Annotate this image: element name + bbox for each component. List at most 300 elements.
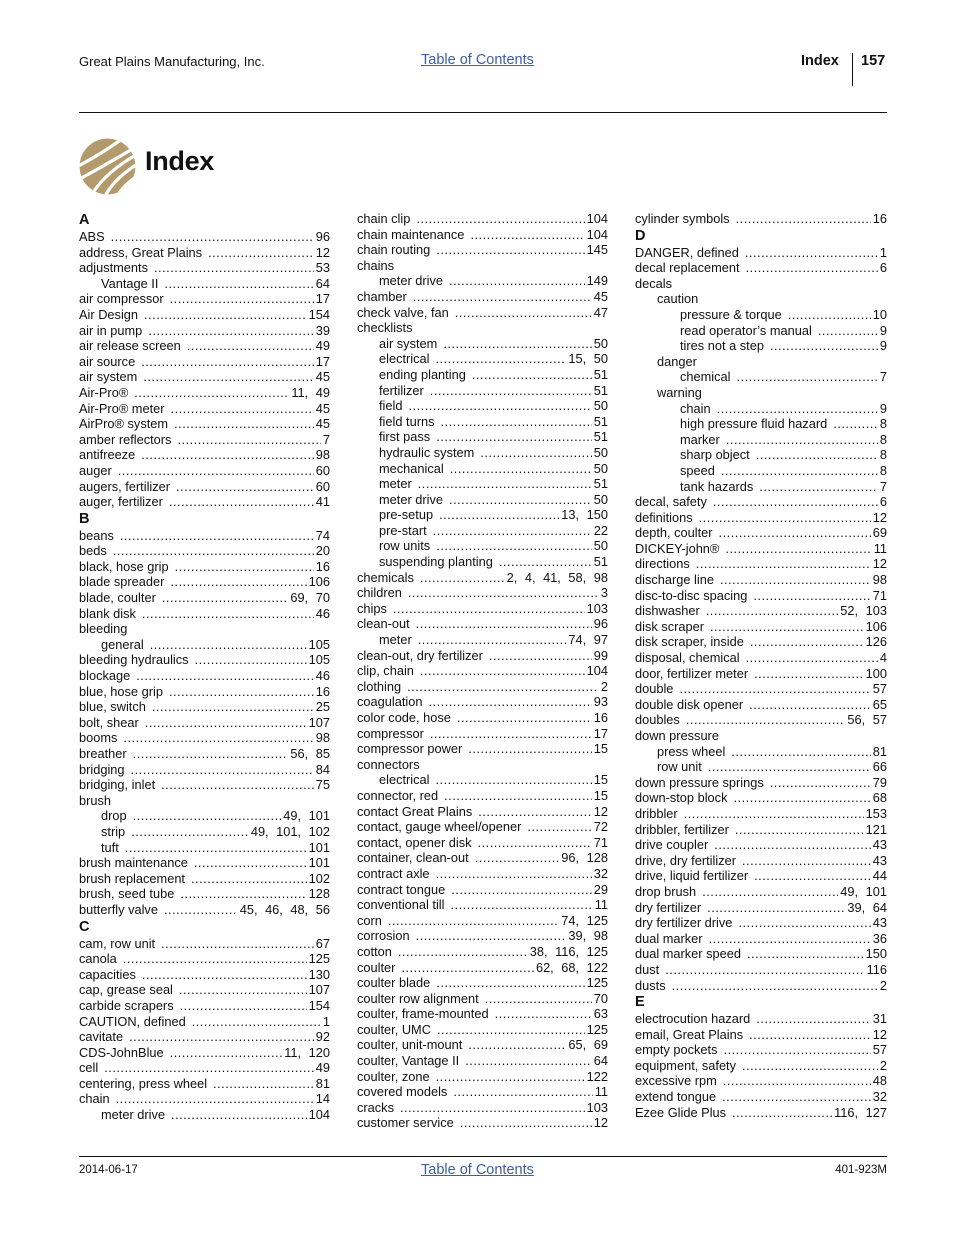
dot-leader (398, 944, 528, 960)
index-term: adjustments (79, 260, 148, 276)
index-term: butterfly valve (79, 901, 158, 917)
index-page-refs: 56, 57 (847, 712, 887, 728)
dot-leader (722, 1089, 871, 1105)
footer-date: 2014-06-17 (79, 1164, 138, 1176)
dot-leader (754, 666, 864, 682)
index-page-refs: 51 (593, 429, 608, 445)
index-entry (635, 634, 887, 650)
index-entry (357, 554, 608, 570)
index-term: meter drive (379, 273, 444, 289)
footer-toc-link[interactable]: Table of Contents (421, 1162, 534, 1178)
index-term: ABS (79, 229, 105, 244)
index-term: dry fertilizer drive (635, 915, 733, 931)
index-term: chain routing (357, 242, 431, 258)
index-term: air source (79, 353, 136, 369)
index-term: booms (79, 730, 118, 746)
index-page-refs: 50 (593, 444, 608, 460)
index-entry (79, 652, 330, 668)
dot-leader (721, 463, 878, 479)
index-term: decal replacement (635, 260, 740, 276)
index-page-refs: 39, 64 (847, 899, 887, 915)
index-page-refs: 103 (586, 600, 608, 616)
index-term: CDS-JohnBlue (79, 1044, 164, 1060)
dot-leader (480, 445, 591, 461)
index-entry (79, 886, 330, 902)
index-entry (635, 323, 887, 339)
index-entry (79, 463, 330, 479)
index-page-refs: 51 (593, 476, 608, 492)
index-entry (635, 978, 887, 994)
dot-leader (450, 461, 592, 477)
dot-leader (457, 710, 592, 726)
index-entry (79, 777, 330, 793)
header-rule (79, 112, 887, 113)
index-entry (357, 928, 608, 944)
index-term: meter drive (101, 1107, 166, 1123)
index-entry (635, 260, 887, 276)
index-page-refs: 70 (593, 990, 608, 1006)
index-page-refs: 65, 69 (568, 1037, 608, 1053)
index-entry (79, 684, 330, 700)
index-page-refs: 103 (586, 1099, 608, 1115)
index-page-refs: 45, 46, 48, 56 (239, 901, 330, 917)
dot-leader (131, 762, 314, 778)
index-term: tuft (101, 839, 119, 855)
dot-leader (388, 913, 559, 929)
index-page-refs: 128 (308, 886, 330, 902)
index-term: cracks (357, 1099, 394, 1115)
index-entry (357, 492, 608, 508)
index-page-refs: 11, 49 (291, 384, 330, 400)
dot-leader (180, 886, 306, 902)
index-term: cavitate (79, 1029, 124, 1045)
index-letter-heading: D (635, 227, 646, 244)
index-term: covered models (357, 1084, 448, 1100)
index-column-2 (357, 211, 608, 1131)
index-term: warning (657, 384, 702, 400)
index-term: pressure & torque (680, 306, 782, 322)
index-term: cap, grease seal (79, 982, 173, 998)
index-entry (357, 585, 608, 601)
index-page-refs: 154 (308, 306, 330, 322)
index-page-refs: 8 (879, 431, 887, 447)
index-entry (79, 291, 330, 307)
index-term: brush replacement (79, 870, 185, 886)
index-page-refs: 53 (315, 260, 330, 276)
index-term: canola (79, 951, 117, 967)
index-page-refs: 64 (315, 275, 330, 291)
index-entry (357, 211, 608, 227)
index-page-refs: 9 (879, 338, 887, 354)
index-entry (79, 574, 330, 590)
index-page-refs: 98 (315, 447, 330, 463)
dot-leader (833, 416, 878, 432)
index-entry (357, 1022, 608, 1038)
index-entry (79, 936, 330, 952)
index-entry (357, 648, 608, 664)
dot-leader (672, 978, 878, 994)
index-page-refs: 107 (308, 714, 330, 730)
index-entry (79, 229, 330, 245)
index-page-refs: 2, 4, 41, 58, 98 (506, 569, 608, 585)
index-page-refs: 126 (865, 634, 887, 650)
index-entry (635, 1073, 887, 1089)
index-entry (79, 401, 330, 417)
index-term: bleeding (79, 621, 128, 637)
header-company: Great Plains Manufacturing, Inc. (79, 54, 265, 69)
index-term: drive, liquid fertilizer (635, 868, 749, 884)
dot-leader (720, 572, 871, 588)
index-term: CAUTION, defined (79, 1013, 186, 1029)
index-page-refs: 49 (315, 338, 330, 354)
index-entry (635, 884, 887, 900)
index-page-refs: 11 (873, 540, 887, 556)
dot-leader (468, 1037, 566, 1053)
index-column-1 (79, 211, 330, 1123)
index-page-refs: 12 (593, 1115, 608, 1131)
index-page-refs: 11 (594, 1084, 608, 1100)
index-entry (357, 1037, 608, 1053)
index-page-refs: 9 (879, 322, 887, 338)
dot-leader (116, 1091, 314, 1107)
index-term: chips (357, 600, 387, 616)
index-term: AirPro® system (79, 416, 169, 432)
dot-leader (408, 398, 591, 414)
dot-leader (136, 668, 314, 684)
index-entry (635, 338, 887, 354)
index-entry (357, 305, 608, 321)
index-term: cam, row unit (79, 935, 156, 951)
index-term: meter drive (379, 491, 444, 507)
dot-leader (499, 554, 592, 570)
index-entry (357, 367, 608, 383)
dot-leader (161, 777, 314, 793)
index-page-refs: 125 (586, 1021, 608, 1037)
index-page-refs: 43 (872, 852, 887, 868)
index-entry (79, 1014, 330, 1030)
index-entry (357, 616, 608, 632)
index-page-refs: 69 (872, 525, 887, 541)
dot-leader (152, 699, 314, 715)
dot-leader (754, 868, 871, 884)
index-term: dishwasher (635, 603, 700, 619)
dot-leader (129, 1029, 314, 1045)
index-entry (635, 650, 887, 666)
dot-leader (131, 824, 249, 840)
index-term: contract axle (357, 865, 430, 881)
dot-leader (440, 414, 591, 430)
index-term: clip, chain (357, 663, 414, 679)
index-term: drop brush (635, 883, 697, 899)
dot-leader (724, 1042, 871, 1058)
index-entry (79, 494, 330, 510)
index-term: equipment, safety (635, 1057, 737, 1073)
index-page-refs: 52, 103 (840, 603, 887, 619)
dot-leader (176, 479, 314, 495)
index-entry (357, 710, 608, 726)
dot-leader (400, 1100, 585, 1116)
index-entry (635, 697, 887, 713)
index-page-refs: 49 (315, 1060, 330, 1076)
index-page-refs: 60 (315, 462, 330, 478)
index-term: bridging, inlet (79, 777, 156, 793)
index-entry (635, 619, 887, 635)
index-entry (357, 741, 608, 757)
index-entry (79, 323, 330, 339)
index-term: connectors (357, 756, 420, 772)
index-page-refs: 48 (872, 1073, 887, 1089)
dot-leader (737, 369, 878, 385)
dot-leader (195, 652, 307, 668)
dot-leader (719, 525, 871, 541)
dot-leader (171, 401, 314, 417)
index-page-refs: 2 (600, 678, 608, 694)
index-term: tank hazards (680, 478, 754, 494)
index-term: customer service (357, 1115, 454, 1131)
index-entry (357, 289, 608, 305)
index-entry (79, 715, 330, 731)
index-term: row units (379, 538, 431, 554)
index-entry (635, 946, 887, 962)
index-entry (79, 1076, 330, 1092)
index-entry (357, 601, 608, 617)
dot-leader (746, 260, 878, 276)
dot-leader (191, 871, 307, 887)
dot-leader (679, 681, 870, 697)
index-term: chain (79, 1091, 110, 1107)
index-entry (357, 445, 608, 461)
page-title: Index (145, 146, 215, 176)
index-page-refs: 74, 125 (561, 912, 608, 928)
index-entry (635, 806, 887, 822)
index-term: disk scraper (635, 618, 704, 634)
index-term: caution (657, 291, 699, 307)
index-term: clothing (357, 678, 402, 694)
dot-leader (708, 759, 871, 775)
dot-leader (732, 1105, 832, 1121)
index-entry (357, 570, 608, 586)
dot-leader (133, 746, 289, 762)
index-entry (635, 494, 887, 510)
index-entry (635, 463, 887, 479)
index-page-refs: 8 (879, 447, 887, 463)
index-term: electrical (379, 351, 430, 367)
index-entry (635, 588, 887, 604)
dot-leader (485, 991, 592, 1007)
dot-leader (436, 351, 567, 367)
index-term: contact, gauge wheel/opener (357, 819, 522, 835)
index-term: chain maintenance (357, 226, 465, 242)
index-entry (635, 510, 887, 526)
dot-leader (433, 523, 592, 539)
index-page-refs: 36 (872, 930, 887, 946)
index-entry (357, 538, 608, 554)
dot-leader (489, 648, 592, 664)
index-page-refs: 50 (593, 335, 608, 351)
index-page-refs: 63 (593, 1006, 608, 1022)
index-entry (357, 960, 608, 976)
index-term: children (357, 585, 402, 601)
index-entry (79, 606, 330, 622)
dot-leader (731, 744, 870, 760)
header-toc-link[interactable]: Table of Contents (421, 52, 534, 68)
index-entry (635, 822, 887, 838)
dot-leader (420, 663, 585, 679)
dot-leader (753, 588, 870, 604)
dot-leader (162, 590, 289, 606)
index-page-refs: 38, 116, 125 (529, 943, 608, 959)
dot-leader (416, 211, 584, 227)
index-term: disposal, chemical (635, 650, 740, 666)
dot-leader (213, 1076, 314, 1092)
dot-leader (179, 982, 307, 998)
index-term: compressor (357, 725, 424, 741)
index-entry (79, 668, 330, 684)
index-page-refs: 16 (872, 211, 887, 226)
dot-leader (133, 808, 282, 824)
index-term: compressor power (357, 741, 463, 757)
index-term: drive coupler (635, 837, 709, 853)
index-page-refs: 39 (315, 322, 330, 338)
index-term: sharp object (680, 447, 750, 463)
index-entry (635, 1027, 887, 1043)
index-page-refs: 104 (586, 226, 608, 242)
index-page-refs: 46 (315, 668, 330, 684)
index-column-3 (635, 211, 887, 1120)
dot-leader (709, 931, 871, 947)
index-entry (357, 1100, 608, 1116)
index-entry (79, 762, 330, 778)
dot-leader (745, 245, 878, 261)
index-entry (635, 572, 887, 588)
index-entry (357, 227, 608, 243)
index-term: coulter, Vantage II (357, 1053, 460, 1069)
index-page-refs: 31 (872, 1011, 887, 1027)
index-entry (635, 1089, 887, 1105)
index-page-refs: 67 (315, 935, 330, 951)
dot-leader (141, 354, 314, 370)
index-term: coulter, unit-mount (357, 1037, 463, 1053)
index-term: pre-setup (379, 507, 434, 523)
dot-leader (818, 323, 878, 339)
index-entry (357, 726, 608, 742)
index-page-refs: 41 (315, 494, 330, 510)
dot-leader (449, 273, 585, 289)
index-term: dual marker (635, 930, 703, 946)
index-page-refs: 116 (866, 961, 887, 977)
index-term: contract tongue (357, 881, 446, 897)
dot-leader (143, 369, 313, 385)
index-entry (357, 1006, 608, 1022)
dot-leader (187, 338, 314, 354)
index-page-refs: 104 (586, 211, 608, 226)
dot-leader (696, 556, 871, 572)
header-page-number: 157 (861, 53, 886, 69)
index-page-refs: 43 (872, 837, 887, 853)
dot-leader (154, 260, 314, 276)
index-term: field turns (379, 413, 435, 429)
index-entry (79, 354, 330, 370)
index-term: dust (635, 961, 660, 977)
index-page-refs: 44 (872, 868, 887, 884)
index-entry (357, 1053, 608, 1069)
index-page-refs: 2 (879, 977, 887, 993)
index-page-refs: 130 (308, 966, 330, 982)
index-term: definitions (635, 509, 693, 525)
index-page-refs: 47 (593, 304, 608, 320)
dot-leader (742, 853, 871, 869)
index-page-refs: 74, 97 (568, 632, 608, 648)
dot-leader (706, 603, 839, 619)
index-entry (357, 819, 608, 835)
dot-leader (460, 1115, 592, 1131)
dot-leader (747, 946, 864, 962)
index-term: corn (357, 912, 382, 928)
index-page-refs: 105 (308, 652, 330, 668)
index-entry (79, 307, 330, 323)
index-entry (635, 775, 887, 791)
index-entry (635, 728, 887, 744)
index-page-refs: 17 (315, 291, 330, 307)
index-page-refs: 16 (315, 558, 330, 574)
index-term: read operator’s manual (680, 322, 812, 338)
index-entry (635, 915, 887, 931)
index-page-refs: 84 (315, 761, 330, 777)
dot-leader (710, 619, 864, 635)
dot-leader (736, 211, 871, 227)
index-page-refs: 50 (593, 491, 608, 507)
dot-leader (439, 507, 559, 523)
index-page-refs: 92 (315, 1029, 330, 1045)
index-page-refs: 149 (586, 273, 608, 289)
dot-leader (759, 479, 878, 495)
index-entry (357, 383, 608, 399)
index-term: chain (680, 400, 711, 416)
index-entry (357, 679, 608, 695)
index-entry (79, 998, 330, 1014)
index-page-refs: 125 (586, 975, 608, 991)
index-page-refs: 12 (872, 1026, 887, 1042)
index-term: double disk opener (635, 696, 744, 712)
index-entry (79, 559, 330, 575)
index-term: press wheel (657, 743, 726, 759)
index-term: address, Great Plains (79, 244, 203, 260)
index-letter-heading: C (79, 918, 90, 935)
index-term: augers, fertilizer (79, 478, 171, 494)
index-entry (79, 385, 330, 401)
index-entry (79, 840, 330, 856)
index-term: chamber (357, 288, 407, 304)
index-page-refs: 15, 50 (568, 351, 608, 367)
index-page-refs: 12 (593, 803, 608, 819)
index-entry (635, 853, 887, 869)
index-entry (635, 556, 887, 572)
index-entry (357, 1069, 608, 1085)
index-term: coulter blade (357, 975, 431, 991)
index-term: Vantage II (101, 275, 159, 291)
dot-leader (437, 1022, 585, 1038)
index-entry (357, 632, 608, 648)
dot-leader (177, 432, 320, 448)
great-plains-logo-icon (79, 138, 136, 195)
index-page-refs: 100 (865, 665, 887, 681)
index-term: speed (680, 462, 715, 478)
dot-leader (699, 510, 871, 526)
dot-leader (407, 679, 599, 695)
index-entry (357, 1115, 608, 1131)
index-page-refs: 64 (593, 1053, 608, 1069)
index-term: connector, red (357, 787, 439, 803)
